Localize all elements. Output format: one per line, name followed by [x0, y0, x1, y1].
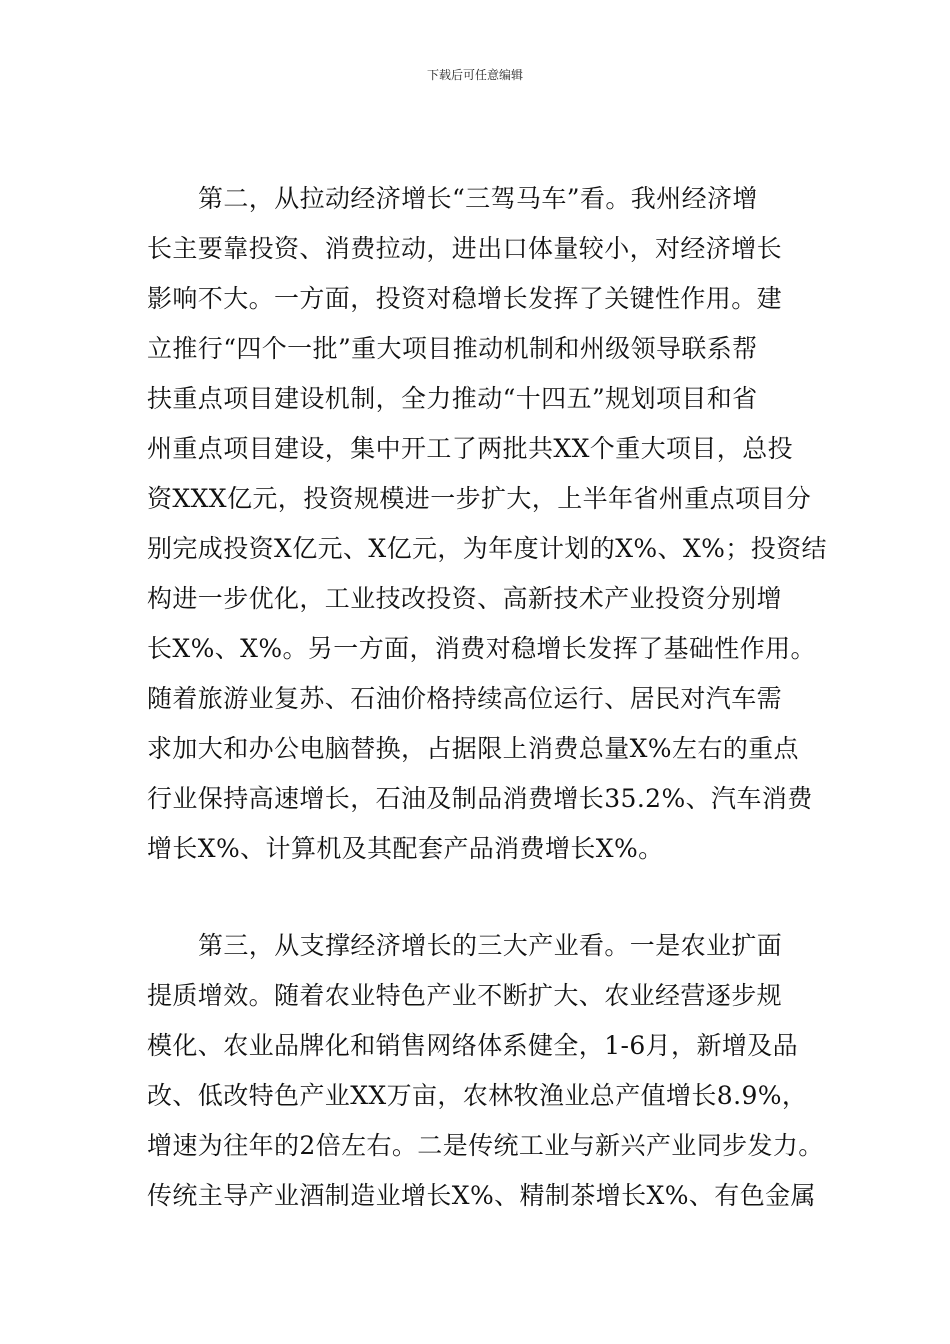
paragraph-2-line-1: 第三，从支撑经济增长的三大产业看。一是农业扩面 [198, 931, 783, 960]
header-note: 下载后可任意编辑 [426, 68, 523, 82]
paragraph-1-line-6: 州重点项目建设，集中开工了两批共XX个重大项目，总投 [147, 434, 793, 463]
paragraph-1-line-10: 长X%、X%。另一方面，消费对稳增长发挥了基础性作用。 [147, 634, 816, 663]
paragraph-1-line-3: 影响不大。一方面，投资对稳增长发挥了关键性作用。建 [147, 284, 783, 313]
paragraph-1-line-4: 立推行“四个一批”重大项目推动机制和州级领导联系帮 [147, 334, 758, 363]
paragraph-2-line-4: 改、低改特色产业XX万亩，农林牧渔业总产值增长8.9%， [147, 1081, 808, 1110]
paragraph-2-line-3: 模化、农业品牌化和销售网络体系健全，1-6月，新增及品 [147, 1031, 799, 1060]
paragraph-2-line-6: 传统主导产业酒制造业增长X%、精制茶增长X%、有色金属 [147, 1181, 816, 1210]
paragraph-1-line-12: 求加大和办公电脑替换，占据限上消费总量X%左右的重点 [147, 734, 799, 763]
paragraph-1-line-7: 资XXX亿元，投资规模进一步扩大，上半年省州重点项目分 [147, 484, 812, 513]
paragraph-1-line-5: 扶重点项目建设机制，全力推动“十四五”规划项目和省 [147, 384, 758, 413]
paragraph-1-line-13: 行业保持高速增长，石油及制品消费增长35.2%、汽车消费 [147, 784, 813, 813]
paragraph-1-line-8: 别完成投资X亿元、X亿元，为年度计划的X%、X%；投资结 [147, 534, 827, 563]
paragraph-1-line-2: 长主要靠投资、消费拉动，进出口体量较小，对经济增长 [147, 234, 783, 263]
paragraph-2-line-2: 提质增效。随着农业特色产业不断扩大、农业经营逐步规 [147, 981, 783, 1010]
paragraph-1-line-14: 增长X%、计算机及其配套产品消费增长X%。 [147, 834, 664, 863]
paragraph-1-line-9: 构进一步优化，工业技改投资、高新技术产业投资分别增 [147, 584, 783, 613]
paragraph-1-line-1: 第二，从拉动经济增长“三驾马车”看。我州经济增 [198, 184, 758, 213]
paragraph-2-line-5: 增速为往年的2倍左右。二是传统工业与新兴产业同步发力。 [147, 1131, 824, 1160]
paragraph-1-line-11: 随着旅游业复苏、石油价格持续高位运行、居民对汽车需 [147, 684, 783, 713]
